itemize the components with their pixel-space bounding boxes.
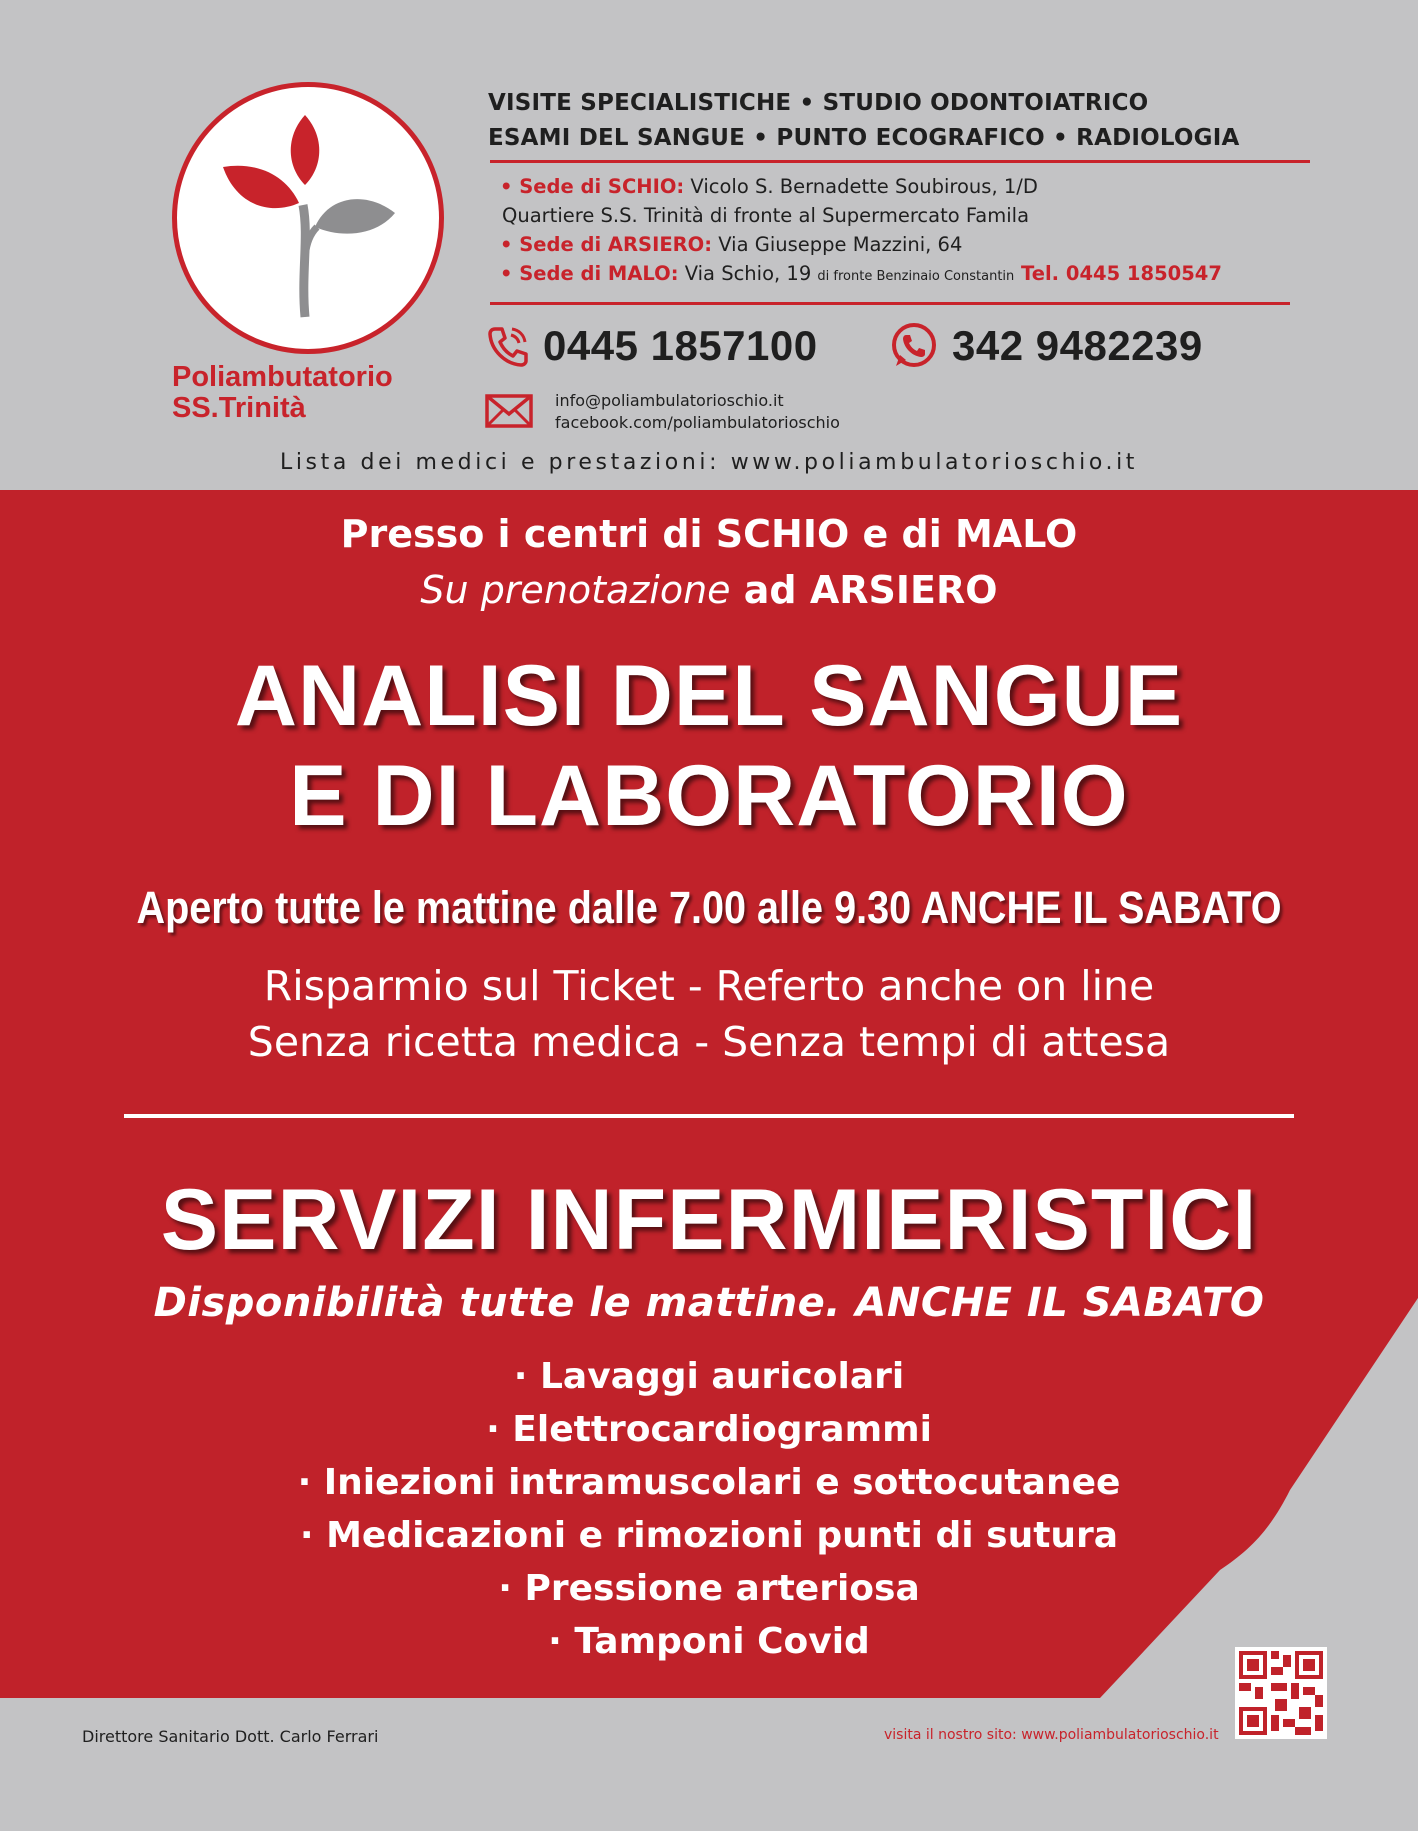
list-item: · Elettrocardiogrammi [486,1409,932,1450]
location-schio-detail [500,201,1360,230]
booking-note-italic: Su prenotazione [420,568,731,612]
qr-code-icon[interactable] [1235,1647,1327,1739]
centers-heading: Presso i centri di SCHIO e di MALO [340,512,1078,556]
phone-icon [485,323,531,369]
location-address: Via Giuseppe Mazzini, 64 [712,233,963,256]
nursing-title: SERVIZI INFERMIERISTICI [160,1172,1258,1268]
benefits-line1: Risparmio sul Ticket - Referto anche on line [263,962,1155,1010]
header-section [0,0,1418,490]
email-link[interactable]: info@poliambulatorioschio.it [555,391,784,410]
mail-icon [485,394,533,428]
location-tel: Tel. 0445 1850547 [1014,262,1222,285]
logo-name-line1: Poliambutatorio [172,361,393,393]
analysis-title-line1: ANALISI DEL SANGUE [234,648,1184,744]
nursing-availability: Disponibilità tutte le mattine. ANCHE IL SABATO [153,1280,1265,1326]
whatsapp-icon [888,320,940,372]
main-red-panel [0,490,1418,1698]
location-address: Via Schio, 19 [678,262,818,285]
leaf-logo-icon [177,87,439,349]
list-item: · Pressione arteriosa [498,1568,920,1609]
location-schio [500,172,1360,201]
locations [500,172,1360,291]
logo-name [172,362,462,424]
doctors-list-link[interactable]: Lista dei medici e prestazioni: www.poliambulatorioschio.it [279,450,1139,475]
whatsapp-number: 342 9482239 [952,322,1203,369]
whatsapp-contact[interactable] [888,318,1203,374]
analysis-title-line2: E DI LABORATORIO [289,748,1129,844]
website-link[interactable]: visita il nostro sito: www.poliambulatorioschio.it [884,1727,1219,1743]
location-label: • Sede di ARSIERO: [500,233,713,256]
booking-note-bold: ad ARSIERO [730,568,998,612]
list-item: · Tamponi Covid [548,1621,870,1662]
phone-number: 0445 1857100 [543,322,818,369]
list-item: · Iniezioni intramuscolari e sottocutanee [297,1462,1121,1503]
online-contacts [555,390,840,434]
divider-top [490,160,1310,163]
location-label: • Sede di MALO: [500,262,679,285]
benefits-line2: Senza ricetta medica - Senza tempi di attesa [247,1018,1171,1066]
location-arsiero [500,230,1360,259]
services-line2: ESAMI DEL SANGUE • PUNTO ECOGRAFICO • RADIOLOGIA [488,125,1240,151]
facebook-link[interactable]: facebook.com/poliambulatorioschio [555,413,840,432]
phone-contact[interactable] [485,318,818,374]
medical-director: Direttore Sanitario Dott. Carlo Ferrari [82,1727,379,1746]
divider-bottom [490,302,1290,305]
services-list [488,86,1338,156]
location-address: Vicolo S. Bernadette Soubirous, 1/D [684,175,1038,198]
location-note: di fronte Benzinaio Constantin [817,269,1015,284]
logo [172,82,444,354]
logo-name-line2: SS.Trinità [172,392,306,424]
location-address: Quartiere S.S. Trinità di fronte al Supermercato Famila [502,204,1030,227]
list-item: · Medicazioni e rimozioni punti di sutura [299,1515,1119,1556]
list-item: · Lavaggi auricolari [513,1356,905,1397]
location-malo [500,259,1360,291]
opening-hours: Aperto tutte le mattine dalle 7.00 alle 9.30 ANCHE IL SABATO [136,882,1282,933]
corner-cut-decoration [0,490,1418,1698]
location-label: • Sede di SCHIO: [500,175,685,198]
services-line1: VISITE SPECIALISTICHE • STUDIO ODONTOIATRICO [488,90,1149,116]
